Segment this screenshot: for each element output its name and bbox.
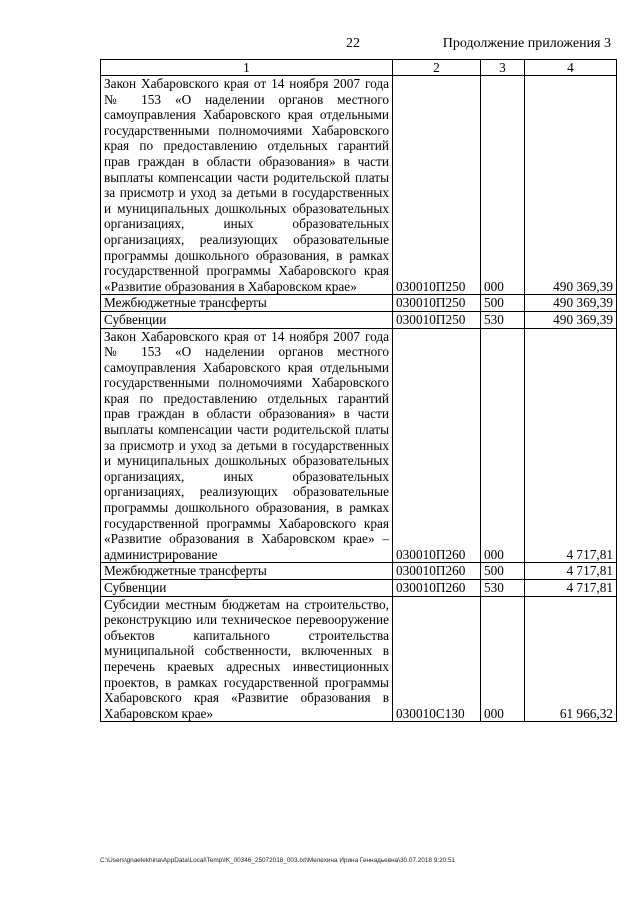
row-target-code: 030010П250 (393, 76, 481, 295)
page-number: 22 (346, 36, 360, 51)
row-expense-kind: 530 (481, 311, 525, 328)
row-target-code: 030010П260 (393, 580, 481, 597)
row-target-code: 030010П260 (393, 328, 481, 563)
row-expense-kind: 000 (481, 76, 525, 295)
row-amount: 490 369,39 (525, 295, 617, 312)
row-name: Закон Хабаровского края от 14 ноября 2007 года № 153 «О наделении органов местного самоуправления Хабаровского края отдельными государственными полномочиями Хабаровского края по предоставлению отдельных гарантий прав граждан в области образования» в части выплаты компенсации части родительской платы за присмотр и уход за детьми в государственных и муниципальных дошкольных образовательных организациях, иных образовательных организациях, реализующих образовательные программы дошкольного образования, в рамках государственной программы Хабаровского края «Развитие образования в Хабаровском крае» (101, 76, 393, 295)
row-amount: 490 369,39 (525, 311, 617, 328)
document-footer-path: C:\Users\gnaelekhina\AppData\Local\Temp\IK_00346_25072018_003.txt\Мелехина Ирина Геннадьевна\30.07.2018 9:20:51 (100, 857, 456, 864)
row-expense-kind: 000 (481, 328, 525, 563)
row-name: Субсидии местным бюджетам на строительство, реконструкцию или техническое перевооружение объектов капитального строительства муниципальной собственности, включенных в перечень краевых адресных инвестиционных проектов, в рамках государственной программы Хабаровского края «Развитие образования в Хабаровском крае» (101, 596, 393, 722)
row-expense-kind: 530 (481, 580, 525, 597)
continuation-label: Продолжение приложения 3 (442, 36, 611, 51)
row-amount: 61 966,32 (525, 596, 617, 722)
row-expense-kind: 000 (481, 596, 525, 722)
table-header-row (101, 60, 617, 76)
table-row (101, 76, 617, 295)
table-row (101, 328, 617, 563)
column-header: 3 (481, 60, 525, 76)
row-expense-kind: 500 (481, 295, 525, 312)
column-header: 1 (101, 60, 393, 76)
row-expense-kind: 500 (481, 563, 525, 580)
table-row (101, 596, 617, 722)
row-target-code: 030010П260 (393, 563, 481, 580)
row-target-code: 030010П250 (393, 295, 481, 312)
row-target-code: 030010П250 (393, 311, 481, 328)
row-amount: 4 717,81 (525, 328, 617, 563)
column-header: 2 (393, 60, 481, 76)
column-header: 4 (525, 60, 617, 76)
row-name: Закон Хабаровского края от 14 ноября 2007 года № 153 «О наделении органов местного самоуправления Хабаровского края отдельными государственными полномочиями Хабаровского края по предоставлению отдельных гарантий прав граждан в области образования» в части выплаты компенсации части родительской платы за присмотр и уход за детьми в государственных и муниципальных дошкольных образовательных организациях, иных образовательных организациях, реализующих образовательные программы дошкольного образования, в рамках государственной программы Хабаровского края «Развитие образования в Хабаровском крае» – администрирование (101, 328, 393, 563)
row-target-code: 030010С130 (393, 596, 481, 722)
table-row (101, 580, 617, 597)
row-amount: 490 369,39 (525, 76, 617, 295)
row-name: Субвенции (101, 580, 393, 597)
row-amount: 4 717,81 (525, 563, 617, 580)
row-name: Межбюджетные трансферты (101, 563, 393, 580)
table-row (101, 563, 617, 580)
budget-table (100, 59, 617, 722)
row-amount: 4 717,81 (525, 580, 617, 597)
row-name: Субвенции (101, 311, 393, 328)
row-name: Межбюджетные трансферты (101, 295, 393, 312)
table-row (101, 295, 617, 312)
table-row (101, 311, 617, 328)
